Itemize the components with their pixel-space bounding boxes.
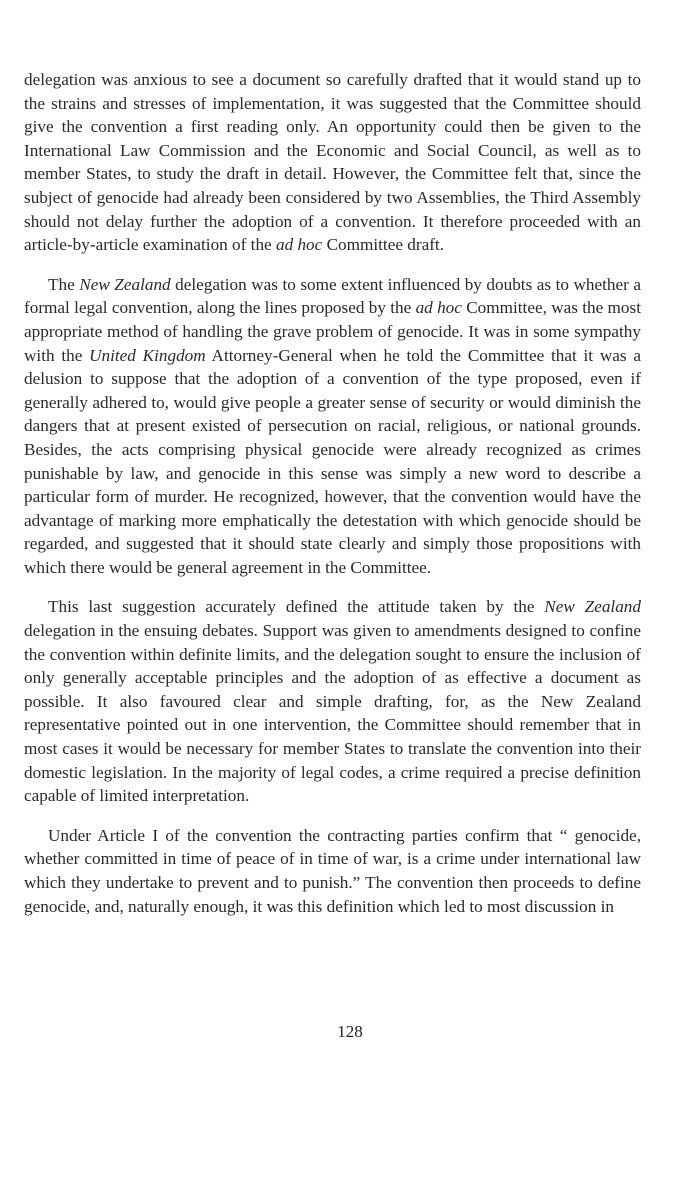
paragraph-4-text: Under Article I of the convention the contracting parties confirm that “ genocide, whether committed in time of peace of in time of war, is a crime under international law which they undertake to prevent and to punish.” The convention then proceeds to define genocide, and, naturally enough, it was this definition which led to most discussion in bbox=[24, 825, 641, 916]
paragraph-2-part-b: delegation was to some extent influenced by doubts as to whether a formal legal convention, along the lines proposed by the bbox=[24, 274, 641, 318]
paragraph-2-italic-ad-hoc: ad hoc bbox=[415, 298, 462, 318]
paragraph-2-italic-new-zealand: New Zealand bbox=[79, 274, 171, 294]
paragraph-2 bbox=[24, 273, 641, 580]
paragraph-3-italic-new-zealand: New Zealand bbox=[544, 597, 641, 617]
paragraph-3 bbox=[24, 595, 641, 807]
paragraph-2-part-d: Attorney-General when he told the Committee that it was a delusion to suppose that the adoption of a convention of the type proposed, even if generally adhered to, would give people a greater sense of security or would diminish the dangers that at present existed of persecution on racial, religious, or national grounds. Besides, the acts comprising physical genocide were already recognized as crimes punishable by law, and genocide in this sense was simply a new word to describe a particular form of murder. He recognized, however, that the convention would have the advantage of marking more emphatically the detestation with which genocide should be regarded, and suggested that it should state clearly and simply those propositions with which there would be general agreement in the Committee. bbox=[24, 345, 641, 577]
page-body bbox=[24, 68, 641, 934]
paragraph-2-italic-united-kingdom: United Kingdom bbox=[89, 345, 206, 365]
page-number: 128 bbox=[337, 1022, 363, 1041]
paragraph-3-part-b: delegation in the ensuing debates. Support was given to amendments designed to confine the convention within definite limits, and the delegation sought to ensure the inclusion of only generally acceptable principles and the adoption of as effective a document as possible. It also favoured clear and simple drafting, for, as the New Zealand representative pointed out in one intervention, the Committee should remember that in most cases it would be necessary for member States to translate the convention into their domestic legislation. In the majority of legal codes, a crime required a precise definition capable of limited interpretation. bbox=[24, 621, 641, 806]
paragraph-2-part-a: The bbox=[48, 274, 80, 294]
paragraph-3-part-a: This last suggestion accurately defined the attitude taken by the bbox=[48, 597, 545, 617]
paragraph-2-part-c: Committee, was the most appropriate method of handling the grave problem of genocide. It was in some sympathy with the bbox=[24, 298, 641, 365]
paragraph-4 bbox=[24, 824, 641, 918]
paragraph-1-italic-ad-hoc: ad hoc bbox=[275, 235, 323, 255]
paragraph-1-text: delegation was anxious to see a document so carefully drafted that it would stand up to the strains and stresses of implementation, it was suggested that the Committee should give the convention a first reading only. An opportunity could then be given to the International Law Commission and the Economic and Social Council, as well as to member States, to study the draft in detail. However, the Committee felt that, since the subject of genocide had already been considered by two Assemblies, the Third Assembly should not delay further the adoption of a convention. It therefore proceeded with an article-by-article examination of the bbox=[24, 70, 641, 255]
paragraph-1 bbox=[24, 68, 641, 257]
paragraph-1-tail: Committee draft. bbox=[322, 235, 444, 255]
